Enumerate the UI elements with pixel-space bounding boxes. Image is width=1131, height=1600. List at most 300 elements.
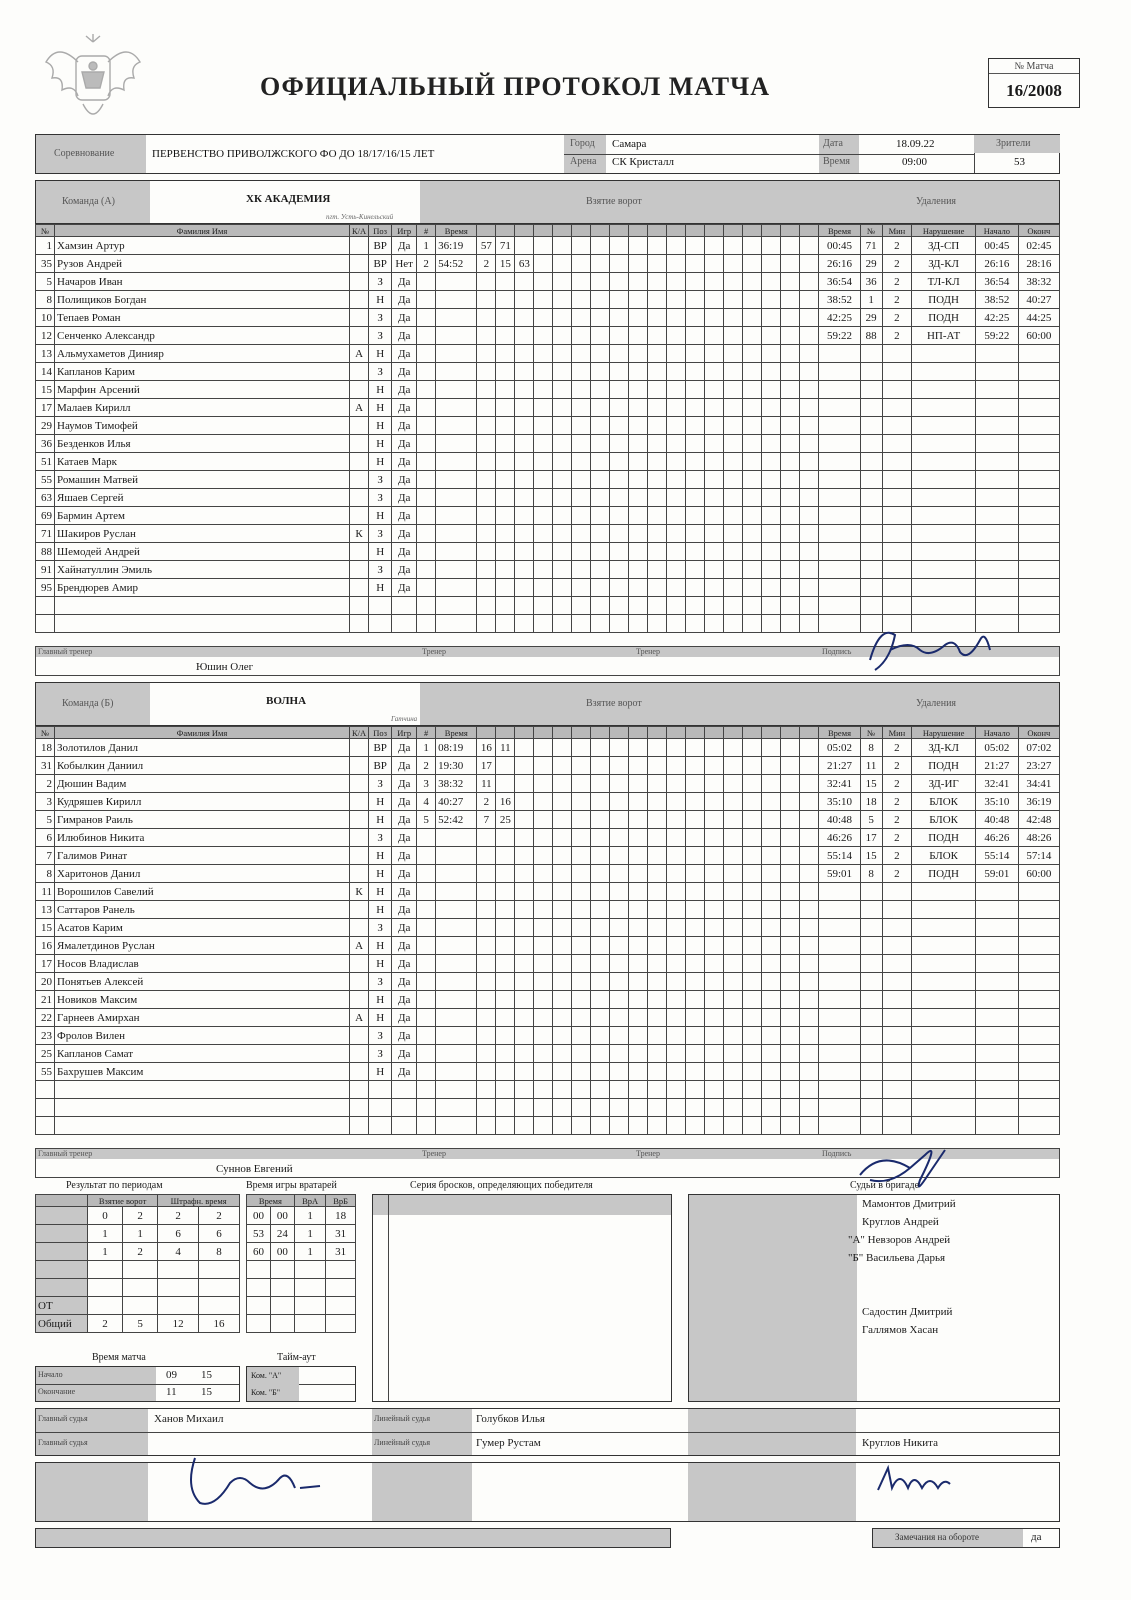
goal-detail bbox=[648, 489, 667, 507]
goal-assist1 bbox=[496, 327, 515, 345]
col-pen-end: Оконч bbox=[1018, 727, 1059, 739]
goal-detail bbox=[648, 309, 667, 327]
goal-assist2 bbox=[515, 883, 534, 901]
goal-detail bbox=[762, 811, 781, 829]
pen-player bbox=[860, 579, 882, 597]
goal-detail bbox=[610, 237, 629, 255]
pen-time bbox=[819, 1081, 860, 1099]
pen-end: 44:25 bbox=[1018, 309, 1059, 327]
table-row bbox=[247, 1261, 356, 1279]
goal-detail bbox=[743, 381, 762, 399]
goal-detail bbox=[553, 309, 572, 327]
pen-start bbox=[975, 991, 1018, 1009]
player-igr: Да bbox=[392, 525, 417, 543]
pen-infraction: ТЛ-КЛ bbox=[912, 273, 976, 291]
goal-detail bbox=[762, 345, 781, 363]
goal-detail bbox=[781, 847, 800, 865]
goal-assist1 bbox=[496, 273, 515, 291]
goal-time bbox=[436, 991, 477, 1009]
goal-assist1 bbox=[496, 757, 515, 775]
goal-detail bbox=[648, 273, 667, 291]
goal-detail bbox=[743, 739, 762, 757]
pen-end bbox=[1018, 919, 1059, 937]
goal-detail bbox=[534, 381, 553, 399]
player-pos: З bbox=[369, 489, 392, 507]
pen-player: 29 bbox=[860, 255, 882, 273]
player-ka: К bbox=[350, 525, 369, 543]
goal-detail bbox=[724, 453, 743, 471]
goal-detail bbox=[743, 847, 762, 865]
goal-detail bbox=[686, 847, 705, 865]
pen-end bbox=[1018, 937, 1059, 955]
goal-detail bbox=[667, 811, 686, 829]
pen-end bbox=[1018, 1117, 1059, 1135]
pen-time bbox=[819, 381, 860, 399]
goal-detail bbox=[800, 1063, 819, 1081]
goal-number bbox=[417, 543, 436, 561]
pen-time bbox=[819, 937, 860, 955]
pen-end: 48:26 bbox=[1018, 829, 1059, 847]
goal-detail bbox=[534, 847, 553, 865]
goal-detail bbox=[743, 435, 762, 453]
goal-detail bbox=[800, 793, 819, 811]
goal-detail bbox=[781, 883, 800, 901]
goal-detail bbox=[686, 273, 705, 291]
goal-detail bbox=[800, 973, 819, 991]
goal-detail bbox=[553, 1009, 572, 1027]
goalie-empty bbox=[294, 1261, 326, 1279]
col-goal-detail bbox=[477, 727, 496, 739]
pen-player bbox=[860, 417, 882, 435]
goal-assist1 bbox=[496, 919, 515, 937]
goal-detail bbox=[800, 937, 819, 955]
goalie-empty bbox=[294, 1297, 326, 1315]
player-ka bbox=[350, 919, 369, 937]
table-row bbox=[36, 1279, 240, 1297]
goal-detail bbox=[686, 793, 705, 811]
goal-assist2 bbox=[515, 811, 534, 829]
goal-assist1 bbox=[496, 525, 515, 543]
goal-detail bbox=[534, 919, 553, 937]
player-ka bbox=[350, 471, 369, 489]
goal-detail bbox=[648, 399, 667, 417]
goal-detail bbox=[762, 291, 781, 309]
col-igr: Игр bbox=[392, 225, 417, 237]
goal-detail bbox=[762, 363, 781, 381]
match-info-bar bbox=[35, 134, 1060, 174]
player-ka bbox=[350, 973, 369, 991]
goal-detail bbox=[610, 399, 629, 417]
goal-detail bbox=[667, 345, 686, 363]
goal-assist1 bbox=[496, 507, 515, 525]
pen-end bbox=[1018, 597, 1059, 615]
goal-detail bbox=[591, 489, 610, 507]
goal-detail bbox=[762, 525, 781, 543]
goal-detail bbox=[762, 255, 781, 273]
player-pos bbox=[369, 1081, 392, 1099]
match-start-hour: 09 bbox=[166, 1369, 177, 1381]
inspector: Круглов Никита bbox=[862, 1437, 938, 1449]
goal-detail bbox=[686, 543, 705, 561]
goal-time bbox=[436, 399, 477, 417]
col-pen-time: Время bbox=[819, 727, 860, 739]
goal-detail bbox=[705, 381, 724, 399]
period-pa: 2 bbox=[158, 1207, 199, 1225]
goal-detail bbox=[648, 237, 667, 255]
goal-detail bbox=[610, 739, 629, 757]
col-igr: Игр bbox=[392, 727, 417, 739]
goal-detail bbox=[591, 471, 610, 489]
goal-detail bbox=[743, 507, 762, 525]
goal-detail bbox=[724, 273, 743, 291]
goal-assist1 bbox=[496, 829, 515, 847]
pen-time: 05:02 bbox=[819, 739, 860, 757]
table-header-row bbox=[36, 727, 1060, 739]
goal-detail bbox=[781, 937, 800, 955]
goal-detail bbox=[629, 507, 648, 525]
pen-minutes bbox=[882, 561, 912, 579]
period-gb: 2 bbox=[123, 1207, 158, 1225]
goalie-empty bbox=[326, 1315, 356, 1333]
goal-detail bbox=[553, 847, 572, 865]
match-start-label: Начало bbox=[38, 1370, 63, 1379]
goal-detail bbox=[667, 1063, 686, 1081]
pen-time bbox=[819, 901, 860, 919]
goal-detail bbox=[553, 381, 572, 399]
col-number: № bbox=[36, 225, 55, 237]
pen-player: 36 bbox=[860, 273, 882, 291]
pen-infraction bbox=[912, 471, 976, 489]
pen-infraction: ЗД-ИГ bbox=[912, 775, 976, 793]
goal-detail bbox=[572, 615, 591, 633]
goal-number bbox=[417, 363, 436, 381]
chief-referee: Ханов Михаил bbox=[154, 1413, 224, 1425]
col-pos: Поз bbox=[369, 225, 392, 237]
goal-detail bbox=[648, 757, 667, 775]
goal-number: 2 bbox=[417, 757, 436, 775]
goal-scorer: 16 bbox=[477, 739, 496, 757]
player-ka bbox=[350, 579, 369, 597]
period-ga: 0 bbox=[87, 1207, 122, 1225]
goal-time bbox=[436, 363, 477, 381]
pen-time bbox=[819, 399, 860, 417]
pen-minutes bbox=[882, 399, 912, 417]
goal-detail bbox=[667, 883, 686, 901]
player-igr: Да bbox=[392, 811, 417, 829]
goal-detail bbox=[534, 793, 553, 811]
pen-player bbox=[860, 1045, 882, 1063]
pen-minutes bbox=[882, 883, 912, 901]
table-row bbox=[36, 1207, 240, 1225]
official-3: "А" Невзоров Андрей bbox=[848, 1234, 951, 1246]
goal-detail bbox=[591, 561, 610, 579]
goal-assist2 bbox=[515, 847, 534, 865]
col-goal-detail bbox=[496, 727, 515, 739]
player-igr: Да bbox=[392, 435, 417, 453]
goal-detail bbox=[667, 1099, 686, 1117]
goal-number bbox=[417, 1063, 436, 1081]
goal-detail bbox=[610, 507, 629, 525]
period-pa: 4 bbox=[158, 1243, 199, 1261]
goal-detail bbox=[610, 901, 629, 919]
goal-detail bbox=[686, 955, 705, 973]
goal-detail bbox=[800, 327, 819, 345]
player-pos: Н bbox=[369, 399, 392, 417]
player-igr: Да bbox=[392, 489, 417, 507]
team-b-trainer2-label: Тренер bbox=[636, 1149, 660, 1158]
player-name: Понятьев Алексей bbox=[55, 973, 350, 991]
goal-assist2 bbox=[515, 865, 534, 883]
goal-detail bbox=[648, 327, 667, 345]
player-igr: Да bbox=[392, 327, 417, 345]
team-a-trainer2-label: Тренер bbox=[636, 647, 660, 656]
goal-detail bbox=[553, 399, 572, 417]
goal-assist1 bbox=[496, 543, 515, 561]
goal-detail bbox=[629, 471, 648, 489]
goal-detail bbox=[686, 1009, 705, 1027]
goal-detail bbox=[553, 615, 572, 633]
player-name bbox=[55, 1099, 350, 1117]
goal-detail bbox=[743, 1063, 762, 1081]
player-igr: Да bbox=[392, 237, 417, 255]
player-number: 5 bbox=[36, 273, 55, 291]
goal-detail bbox=[686, 739, 705, 757]
pen-player: 71 bbox=[860, 237, 882, 255]
player-igr: Да bbox=[392, 847, 417, 865]
spectators-value: 53 bbox=[1014, 156, 1025, 168]
pen-minutes bbox=[882, 937, 912, 955]
goal-detail bbox=[648, 865, 667, 883]
goal-detail bbox=[743, 919, 762, 937]
goal-detail bbox=[648, 453, 667, 471]
player-igr: Да bbox=[392, 775, 417, 793]
player-name: Хамзин Артур bbox=[55, 237, 350, 255]
goal-detail bbox=[781, 237, 800, 255]
goal-scorer: 2 bbox=[477, 793, 496, 811]
player-number bbox=[36, 615, 55, 633]
goal-detail bbox=[705, 829, 724, 847]
period-pa: 6 bbox=[158, 1225, 199, 1243]
pen-infraction: ПОДН bbox=[912, 291, 976, 309]
goal-scorer bbox=[477, 1027, 496, 1045]
player-ka bbox=[350, 543, 369, 561]
goal-assist1: 16 bbox=[496, 793, 515, 811]
goal-detail bbox=[705, 561, 724, 579]
goal-assist2 bbox=[515, 739, 534, 757]
goal-detail bbox=[610, 991, 629, 1009]
goal-detail bbox=[800, 237, 819, 255]
goal-detail bbox=[534, 471, 553, 489]
goalie-a: 1 bbox=[294, 1207, 326, 1225]
col-goal-detail bbox=[648, 225, 667, 237]
pen-time bbox=[819, 955, 860, 973]
goal-assist2 bbox=[515, 363, 534, 381]
goal-detail bbox=[705, 399, 724, 417]
player-igr: Да bbox=[392, 399, 417, 417]
player-name: Дюшин Вадим bbox=[55, 775, 350, 793]
goal-detail bbox=[800, 883, 819, 901]
goal-number bbox=[417, 579, 436, 597]
period-empty bbox=[199, 1297, 240, 1315]
goal-assist1 bbox=[496, 435, 515, 453]
goal-detail bbox=[800, 489, 819, 507]
pen-time: 42:25 bbox=[819, 309, 860, 327]
match-number: 16/2008 bbox=[1006, 81, 1062, 100]
team-a-coach-signature bbox=[850, 620, 1010, 680]
goal-detail bbox=[534, 237, 553, 255]
goal-detail bbox=[534, 1117, 553, 1135]
goal-time bbox=[436, 471, 477, 489]
goal-detail bbox=[781, 973, 800, 991]
pen-end: 36:19 bbox=[1018, 793, 1059, 811]
col-goal-detail bbox=[477, 225, 496, 237]
pen-player bbox=[860, 991, 882, 1009]
goalie-empty bbox=[294, 1279, 326, 1297]
table-row bbox=[36, 381, 1060, 399]
match-end-label: Окончание bbox=[38, 1387, 76, 1396]
goal-assist2 bbox=[515, 309, 534, 327]
player-number: 23 bbox=[36, 1027, 55, 1045]
goal-detail bbox=[705, 345, 724, 363]
pen-minutes: 2 bbox=[882, 237, 912, 255]
pen-minutes bbox=[882, 381, 912, 399]
goal-time bbox=[436, 919, 477, 937]
pen-time: 00:45 bbox=[819, 237, 860, 255]
goal-scorer bbox=[477, 327, 496, 345]
team-b-coach-label: Главный тренер bbox=[38, 1149, 93, 1158]
goalie-empty bbox=[247, 1261, 271, 1279]
competition-label: Соревнование bbox=[54, 148, 115, 159]
team-b-goals-label: Взятие ворот bbox=[586, 698, 642, 709]
player-ka bbox=[350, 955, 369, 973]
goal-assist1: 15 bbox=[496, 255, 515, 273]
player-name: Фролов Вилен bbox=[55, 1027, 350, 1045]
goal-assist1 bbox=[496, 597, 515, 615]
goal-detail bbox=[610, 847, 629, 865]
player-number: 36 bbox=[36, 435, 55, 453]
goal-number bbox=[417, 273, 436, 291]
team-b-city: Гатчина bbox=[391, 715, 418, 723]
goal-detail bbox=[629, 901, 648, 919]
goalie-m: 00 bbox=[247, 1207, 271, 1225]
player-name: Альмухаметов Динияр bbox=[55, 345, 350, 363]
goal-detail bbox=[534, 417, 553, 435]
goal-detail bbox=[591, 507, 610, 525]
goal-assist1 bbox=[496, 489, 515, 507]
pen-minutes bbox=[882, 597, 912, 615]
pen-infraction: ПОДН bbox=[912, 309, 976, 327]
pen-infraction bbox=[912, 955, 976, 973]
goal-detail bbox=[743, 883, 762, 901]
pen-player bbox=[860, 381, 882, 399]
goal-detail bbox=[686, 597, 705, 615]
pen-player bbox=[860, 973, 882, 991]
goal-detail bbox=[572, 919, 591, 937]
match-start-min: 15 bbox=[201, 1369, 212, 1381]
goal-detail bbox=[800, 435, 819, 453]
player-name: Новиков Максим bbox=[55, 991, 350, 1009]
goal-detail bbox=[591, 883, 610, 901]
goal-detail bbox=[610, 579, 629, 597]
goal-number bbox=[417, 453, 436, 471]
match-end-hour: 11 bbox=[166, 1386, 177, 1398]
goal-detail bbox=[572, 255, 591, 273]
pen-minutes bbox=[882, 991, 912, 1009]
goal-detail bbox=[553, 1081, 572, 1099]
goal-detail bbox=[743, 1081, 762, 1099]
player-name: Полищиков Богдан bbox=[55, 291, 350, 309]
col-name: Фамилия Имя bbox=[55, 225, 350, 237]
goal-number bbox=[417, 1117, 436, 1135]
goal-time bbox=[436, 291, 477, 309]
goal-assist2 bbox=[515, 793, 534, 811]
goal-detail bbox=[648, 991, 667, 1009]
goal-time bbox=[436, 1099, 477, 1117]
goal-number bbox=[417, 1099, 436, 1117]
player-ka bbox=[350, 1027, 369, 1045]
pen-end bbox=[1018, 1009, 1059, 1027]
goal-number bbox=[417, 615, 436, 633]
goal-detail bbox=[686, 417, 705, 435]
col-goal-detail bbox=[705, 727, 724, 739]
pen-player bbox=[860, 471, 882, 489]
goal-scorer bbox=[477, 847, 496, 865]
player-number: 5 bbox=[36, 811, 55, 829]
period-label bbox=[36, 1243, 88, 1261]
goal-assist1 bbox=[496, 901, 515, 919]
pen-infraction bbox=[912, 345, 976, 363]
chief-referee2-label: Главный судья bbox=[38, 1438, 88, 1447]
timeout-box bbox=[246, 1366, 356, 1402]
table-row bbox=[36, 363, 1060, 381]
pen-end bbox=[1018, 901, 1059, 919]
pen-infraction bbox=[912, 937, 976, 955]
goal-detail bbox=[743, 955, 762, 973]
team-a-city: пгт. Усть-Кинельский bbox=[326, 213, 394, 221]
pen-start: 36:54 bbox=[975, 273, 1018, 291]
goal-detail bbox=[591, 955, 610, 973]
period-pb: 2 bbox=[199, 1207, 240, 1225]
goal-detail bbox=[800, 1009, 819, 1027]
date-value: 18.09.22 bbox=[896, 138, 935, 150]
pen-infraction bbox=[912, 1045, 976, 1063]
goal-time bbox=[436, 901, 477, 919]
goal-detail bbox=[610, 363, 629, 381]
goal-detail bbox=[667, 775, 686, 793]
official-6: Галлямов Хасан bbox=[862, 1324, 939, 1336]
goal-detail bbox=[572, 345, 591, 363]
goal-assist1 bbox=[496, 1009, 515, 1027]
goal-detail bbox=[629, 991, 648, 1009]
goal-detail bbox=[553, 579, 572, 597]
goal-detail bbox=[610, 973, 629, 991]
player-igr bbox=[392, 1081, 417, 1099]
player-igr: Да bbox=[392, 1009, 417, 1027]
goal-time bbox=[436, 417, 477, 435]
table-row bbox=[36, 1027, 1060, 1045]
city-label: Город bbox=[570, 138, 595, 149]
goal-number: 5 bbox=[417, 811, 436, 829]
pen-minutes: 2 bbox=[882, 847, 912, 865]
goal-assist2 bbox=[515, 973, 534, 991]
goal-detail bbox=[686, 453, 705, 471]
goal-assist1: 25 bbox=[496, 811, 515, 829]
goal-detail bbox=[629, 561, 648, 579]
goal-detail bbox=[591, 453, 610, 471]
goal-assist2 bbox=[515, 579, 534, 597]
goal-detail bbox=[686, 757, 705, 775]
goal-assist2 bbox=[515, 597, 534, 615]
